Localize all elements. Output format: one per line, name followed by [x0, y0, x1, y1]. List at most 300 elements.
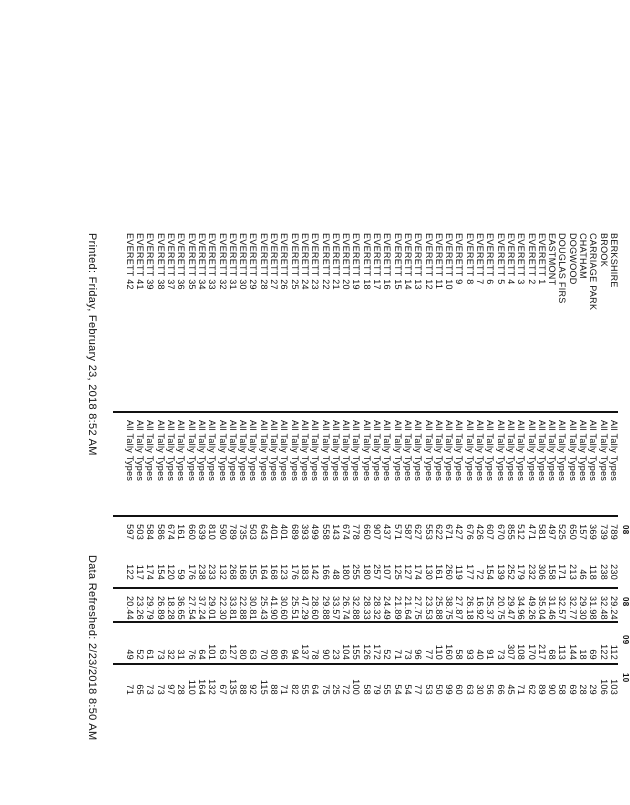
- precinct-name: EVERETT 5: [495, 233, 506, 285]
- precinct-name: CARRIAGE PARK: [588, 233, 599, 311]
- precinct-name: EVERETT 1: [536, 233, 547, 285]
- precinct-name: EVERETT 32: [217, 233, 228, 290]
- ballots-count: 257: [372, 564, 383, 580]
- turnout-percent: 30.81: [248, 595, 259, 620]
- count-a: 52: [382, 649, 393, 660]
- registered-count: 499: [310, 524, 321, 540]
- rotated-report: [28, 225, 630, 805]
- precinct-name: EVERETT 33: [207, 233, 218, 290]
- turnout-percent: 29.47: [506, 595, 516, 620]
- ballots-count: 213: [567, 564, 578, 580]
- count-a: 126: [361, 644, 372, 660]
- tally-type: All Tally Types: [598, 420, 609, 482]
- turnout-percent: 33.81: [227, 595, 238, 620]
- registered-count: 369: [588, 524, 599, 540]
- ballots-count: 233: [207, 564, 218, 580]
- ballots-count: 238: [197, 564, 207, 580]
- tally-type: All Tally Types: [248, 420, 259, 482]
- table-row: [505, 225, 515, 805]
- registered-count: 503: [248, 524, 259, 540]
- registered-count: 674: [166, 524, 177, 540]
- count-a: 64: [197, 649, 207, 660]
- tally-type: All Tally Types: [361, 420, 372, 482]
- tally-type: All Tally Types: [475, 420, 486, 482]
- table-row: [588, 225, 598, 805]
- table-row: [186, 225, 196, 805]
- ballots-count: 59: [176, 569, 187, 580]
- tally-type: All Tally Types: [536, 420, 547, 482]
- precinct-name: DOUGLAS FIRS: [557, 233, 568, 304]
- count-a: 73: [495, 649, 506, 660]
- table-row: [536, 225, 546, 805]
- table-row: [557, 225, 567, 805]
- registered-count: 650: [567, 524, 578, 540]
- column-header-3: 09: [621, 635, 630, 645]
- tally-type: All Tally Types: [423, 420, 434, 482]
- precinct-name: EVERETT 10: [444, 233, 455, 290]
- count-b: 90: [547, 684, 558, 695]
- count-a: 68: [547, 649, 558, 660]
- count-a: 76: [186, 649, 197, 660]
- table-row: [546, 225, 556, 805]
- count-a: 77: [423, 649, 434, 660]
- table-row: [608, 225, 618, 805]
- count-b: 28: [578, 684, 589, 695]
- count-b: 110: [186, 679, 197, 695]
- table-row: [227, 225, 237, 805]
- count-a: 18: [578, 649, 589, 660]
- ballots-count: 142: [310, 564, 321, 580]
- tally-type: All Tally Types: [372, 420, 383, 482]
- table-row: [124, 225, 134, 805]
- tally-type: All Tally Types: [269, 420, 280, 482]
- count-b: 28: [176, 684, 187, 695]
- ballots-count: 176: [289, 564, 300, 580]
- registered-count: 571: [392, 524, 403, 540]
- turnout-percent: 25.88: [433, 595, 444, 620]
- turnout-percent: 27.87: [454, 595, 465, 620]
- registered-count: 584: [145, 524, 156, 540]
- ballots-count: 183: [300, 564, 310, 580]
- tally-type: All Tally Types: [506, 420, 516, 482]
- count-b: 92: [248, 684, 259, 695]
- precinct-name: EVERETT 42: [124, 233, 135, 290]
- precinct-name: EVERETT 21: [330, 233, 341, 290]
- table-row: [330, 225, 340, 805]
- printed-date: Printed: Friday, February 23, 2018 8:52 AM: [86, 233, 98, 456]
- table-row: [577, 225, 587, 805]
- count-b: 60: [454, 684, 465, 695]
- registered-count: 525: [557, 524, 568, 540]
- precinct-name: EVERETT 34: [197, 233, 207, 290]
- registered-count: 735: [238, 524, 249, 540]
- count-b: 135: [227, 679, 238, 695]
- turnout-percent: 31.98: [588, 595, 599, 620]
- turnout-percent: 23.26: [135, 595, 146, 620]
- table-row: [351, 225, 361, 805]
- turnout-percent: 28.33: [361, 595, 372, 620]
- tally-type: All Tally Types: [433, 420, 444, 482]
- ballots-count: 230: [609, 564, 619, 580]
- count-b: 75: [320, 684, 331, 695]
- registered-count: 581: [536, 524, 547, 540]
- precinct-name: EVERETT 18: [361, 233, 372, 290]
- registered-count: 161: [176, 524, 187, 540]
- precinct-name: EASTMONT: [547, 233, 558, 286]
- ballots-count: 238: [598, 564, 609, 580]
- tally-type: All Tally Types: [588, 420, 599, 482]
- count-a: 160: [444, 644, 455, 660]
- ballots-count: 171: [557, 564, 568, 580]
- turnout-percent: 26.74: [341, 595, 352, 620]
- precinct-name: EVERETT 3: [516, 233, 527, 285]
- count-b: 58: [557, 684, 568, 695]
- tally-type: All Tally Types: [557, 420, 568, 482]
- precinct-name: DOGWOOD: [567, 233, 578, 285]
- count-a: 307: [506, 644, 516, 660]
- count-b: 64: [310, 684, 321, 695]
- count-b: 54: [403, 684, 413, 695]
- registered-count: 503: [135, 524, 146, 540]
- count-b: 79: [372, 684, 383, 695]
- registered-count: 426: [475, 524, 486, 540]
- table-row: [217, 225, 227, 805]
- tally-type: All Tally Types: [310, 420, 321, 482]
- ballots-count: 260: [444, 564, 455, 580]
- tally-type: All Tally Types: [444, 420, 455, 482]
- tally-type: All Tally Types: [238, 420, 249, 482]
- ballots-count: 168: [269, 564, 280, 580]
- tally-type: All Tally Types: [382, 420, 393, 482]
- turnout-percent: 25.37: [485, 595, 496, 620]
- ballots-count: 176: [186, 564, 197, 580]
- table-row: [402, 225, 412, 805]
- registered-count: 660: [361, 524, 372, 540]
- count-b: 100: [351, 679, 362, 695]
- count-b: 77: [413, 684, 424, 695]
- count-a: 110: [433, 644, 444, 660]
- ballots-count: 48: [330, 569, 341, 580]
- ballots-count: 232: [526, 564, 537, 580]
- table-row: [423, 225, 433, 805]
- count-b: 55: [300, 684, 310, 695]
- count-b: 89: [536, 684, 547, 695]
- table-row: [145, 225, 155, 805]
- count-b: 45: [506, 684, 516, 695]
- tally-type: All Tally Types: [464, 420, 475, 482]
- precinct-name: EVERETT 11: [433, 233, 444, 290]
- turnout-percent: 21.89: [392, 595, 403, 620]
- table-row: [361, 225, 371, 805]
- tally-type: All Tally Types: [495, 420, 506, 482]
- count-a: 66: [279, 649, 290, 660]
- ballots-count: 166: [320, 564, 331, 580]
- precinct-name: EVERETT 7: [475, 233, 486, 285]
- ballots-count: 107: [382, 564, 393, 580]
- precinct-name: EVERETT 30: [238, 233, 249, 290]
- precinct-name: EVERETT 20: [341, 233, 352, 290]
- count-b: 71: [279, 684, 290, 695]
- tally-type: All Tally Types: [547, 420, 558, 482]
- tally-type: All Tally Types: [578, 420, 589, 482]
- count-a: 144: [567, 644, 578, 660]
- count-b: 164: [197, 679, 207, 695]
- precinct-name: EVERETT 22: [320, 233, 331, 290]
- count-a: 94: [289, 649, 300, 660]
- count-a: 127: [227, 644, 238, 660]
- count-b: 66: [495, 684, 506, 695]
- turnout-percent: 23.53: [423, 595, 434, 620]
- precinct-name: EVERETT 25: [289, 233, 300, 290]
- tally-type: All Tally Types: [609, 420, 619, 482]
- count-b: 71: [124, 684, 135, 695]
- registered-count: 676: [464, 524, 475, 540]
- table-row: [299, 225, 309, 805]
- registered-count: 427: [454, 524, 465, 540]
- count-b: 115: [258, 679, 269, 695]
- tally-type: All Tally Types: [320, 420, 331, 482]
- count-b: 97: [166, 684, 177, 695]
- count-b: 103: [609, 679, 619, 695]
- precinct-name: EVERETT 15: [392, 233, 403, 290]
- registered-count: 401: [279, 524, 290, 540]
- turnout-percent: 33.57: [330, 595, 341, 620]
- tally-type: All Tally Types: [227, 420, 238, 482]
- count-a: 23: [330, 649, 341, 660]
- precinct-name: EVERETT 37: [166, 233, 177, 290]
- ballots-count: 139: [495, 564, 506, 580]
- tally-type: All Tally Types: [155, 420, 166, 482]
- precinct-name: EVERETT 17: [372, 233, 383, 290]
- count-a: 113: [557, 644, 568, 660]
- count-b: 132: [207, 679, 218, 695]
- count-b: 53: [423, 684, 434, 695]
- count-a: 73: [155, 649, 166, 660]
- ballots-count: 117: [135, 564, 146, 580]
- registered-count: 401: [269, 524, 280, 540]
- tally-type: All Tally Types: [526, 420, 537, 482]
- turnout-percent: 36.65: [176, 595, 187, 620]
- table-row: [176, 225, 186, 805]
- count-b: 50: [433, 684, 444, 695]
- column-header-1: 08: [621, 525, 630, 535]
- count-a: 63: [217, 649, 228, 660]
- turnout-percent: 49.26: [526, 595, 537, 620]
- table-row: [598, 225, 608, 805]
- count-a: 49: [124, 649, 135, 660]
- registered-count: 670: [495, 524, 506, 540]
- count-a: 52: [135, 649, 146, 660]
- table-row: [340, 225, 350, 805]
- count-b: 73: [155, 684, 166, 695]
- ballots-count: 130: [423, 564, 434, 580]
- turnout-percent: 16.92: [475, 595, 486, 620]
- count-a: 70: [258, 649, 269, 660]
- table-row: [485, 225, 495, 805]
- turnout-percent: 20.44: [124, 595, 135, 620]
- count-a: 172: [372, 644, 383, 660]
- table-row: [392, 225, 402, 805]
- ballots-count: 268: [227, 564, 238, 580]
- tally-type: All Tally Types: [258, 420, 269, 482]
- count-a: 32: [166, 649, 177, 660]
- tally-type: All Tally Types: [186, 420, 197, 482]
- table-row: [258, 225, 268, 805]
- tally-type: All Tally Types: [454, 420, 465, 482]
- registered-count: 689: [289, 524, 300, 540]
- count-a: 73: [403, 649, 413, 660]
- table-row: [526, 225, 536, 805]
- ballots-count: 158: [547, 564, 558, 580]
- registered-count: 512: [516, 524, 527, 540]
- registered-count: 558: [320, 524, 331, 540]
- precinct-name: BERKSHIRE: [609, 233, 619, 288]
- count-b: 106: [598, 679, 609, 695]
- turnout-percent: 25.43: [258, 595, 269, 620]
- table-row: [134, 225, 144, 805]
- turnout-percent: 25.51: [289, 595, 300, 620]
- ballots-count: 252: [506, 564, 516, 580]
- turnout-percent: 29.01: [207, 595, 218, 620]
- count-b: 25: [330, 684, 341, 695]
- count-b: 73: [145, 684, 156, 695]
- turnout-percent: 21.64: [403, 595, 413, 620]
- precinct-name: EVERETT 13: [413, 233, 424, 290]
- turnout-percent: 20.75: [495, 595, 506, 620]
- registered-count: 674: [341, 524, 352, 540]
- tally-type: All Tally Types: [166, 420, 177, 482]
- table-row: [207, 225, 217, 805]
- turnout-percent: 27.75: [413, 595, 424, 620]
- registered-count: 607: [485, 524, 496, 540]
- count-a: 69: [588, 649, 599, 660]
- registered-count: 587: [403, 524, 413, 540]
- registered-count: 590: [217, 524, 228, 540]
- precinct-name: EVERETT 27: [269, 233, 280, 290]
- count-a: 78: [310, 649, 321, 660]
- count-a: 93: [464, 649, 475, 660]
- precinct-name: EVERETT 38: [155, 233, 166, 290]
- tally-type: All Tally Types: [300, 420, 310, 482]
- ballots-count: 164: [258, 564, 269, 580]
- table-row: [433, 225, 443, 805]
- ballots-count: 179: [516, 564, 527, 580]
- turnout-percent: 32.77: [567, 595, 578, 620]
- count-b: 72: [341, 684, 352, 695]
- table-row: [155, 225, 165, 805]
- ballots-count: 155: [248, 564, 259, 580]
- count-a: 80: [238, 649, 249, 660]
- ballots-count: 174: [145, 564, 156, 580]
- precinct-name: EVERETT 23: [310, 233, 321, 290]
- registered-count: 907: [372, 524, 383, 540]
- turnout-percent: 29.79: [145, 595, 156, 620]
- tally-type: All Tally Types: [351, 420, 362, 482]
- turnout-percent: 31.46: [547, 595, 558, 620]
- count-b: 69: [567, 684, 578, 695]
- tally-type: All Tally Types: [217, 420, 228, 482]
- registered-count: 622: [433, 524, 444, 540]
- turnout-percent: 26.89: [155, 595, 166, 620]
- turnout-percent: 47.29: [300, 595, 310, 620]
- count-a: 90: [320, 649, 331, 660]
- ballots-count: 168: [238, 564, 249, 580]
- tally-type: All Tally Types: [341, 420, 352, 482]
- ballots-count: 127: [403, 564, 413, 580]
- precinct-name: EVERETT 29: [248, 233, 259, 290]
- count-a: 122: [598, 644, 609, 660]
- turnout-percent: 22.88: [238, 595, 249, 620]
- registered-count: 855: [506, 524, 516, 540]
- precinct-name: EVERETT 2: [526, 233, 537, 285]
- tally-type: All Tally Types: [392, 420, 403, 482]
- tally-type: All Tally Types: [176, 420, 187, 482]
- table-row: [237, 225, 247, 805]
- table-row: [443, 225, 453, 805]
- count-b: 88: [269, 684, 280, 695]
- tally-type: All Tally Types: [330, 420, 341, 482]
- tally-type: All Tally Types: [413, 420, 424, 482]
- registered-count: 671: [444, 524, 455, 540]
- count-a: 58: [454, 649, 465, 660]
- count-a: 217: [536, 644, 547, 660]
- count-b: 67: [217, 684, 228, 695]
- count-b: 56: [485, 684, 496, 695]
- count-b: 82: [289, 684, 300, 695]
- precinct-name: EVERETT 8: [464, 233, 475, 285]
- count-b: 65: [135, 684, 146, 695]
- table-row: [567, 225, 577, 805]
- tally-type: All Tally Types: [197, 420, 207, 482]
- count-a: 61: [145, 649, 156, 660]
- registered-count: 597: [124, 524, 135, 540]
- ballots-count: 123: [279, 564, 290, 580]
- turnout-percent: 28.60: [310, 595, 321, 620]
- registered-count: 553: [423, 524, 434, 540]
- precinct-name: EVERETT 36: [176, 233, 187, 290]
- ballots-count: 122: [124, 564, 135, 580]
- ballots-count: 120: [166, 564, 177, 580]
- tally-type: All Tally Types: [145, 420, 156, 482]
- table-row: [474, 225, 484, 805]
- count-b: 88: [238, 684, 249, 695]
- ballots-count: 255: [351, 564, 362, 580]
- table-row: [382, 225, 392, 805]
- precinct-name: EVERETT 14: [403, 233, 413, 290]
- turnout-percent: 34.96: [516, 595, 527, 620]
- count-b: 58: [361, 684, 372, 695]
- count-a: 80: [269, 649, 280, 660]
- count-b: 71: [516, 684, 527, 695]
- registered-count: 471: [526, 524, 537, 540]
- count-a: 155: [351, 644, 362, 660]
- column-header-2: 08: [621, 597, 630, 607]
- precinct-name: EVERETT 4: [506, 233, 516, 285]
- registered-count: 660: [186, 524, 197, 540]
- registered-count: 497: [547, 524, 558, 540]
- count-a: 71: [392, 649, 403, 660]
- registered-count: 643: [258, 524, 269, 540]
- turnout-percent: 24.49: [382, 595, 393, 620]
- precinct-name: EVERETT 6: [485, 233, 496, 285]
- count-a: 137: [300, 644, 310, 660]
- count-b: 29: [588, 684, 599, 695]
- count-a: 31: [176, 649, 187, 660]
- turnout-percent: 27.54: [186, 595, 197, 620]
- table-row: [279, 225, 289, 805]
- precinct-name: EVERETT 28: [258, 233, 269, 290]
- precinct-name: EVERETT 9: [454, 233, 465, 285]
